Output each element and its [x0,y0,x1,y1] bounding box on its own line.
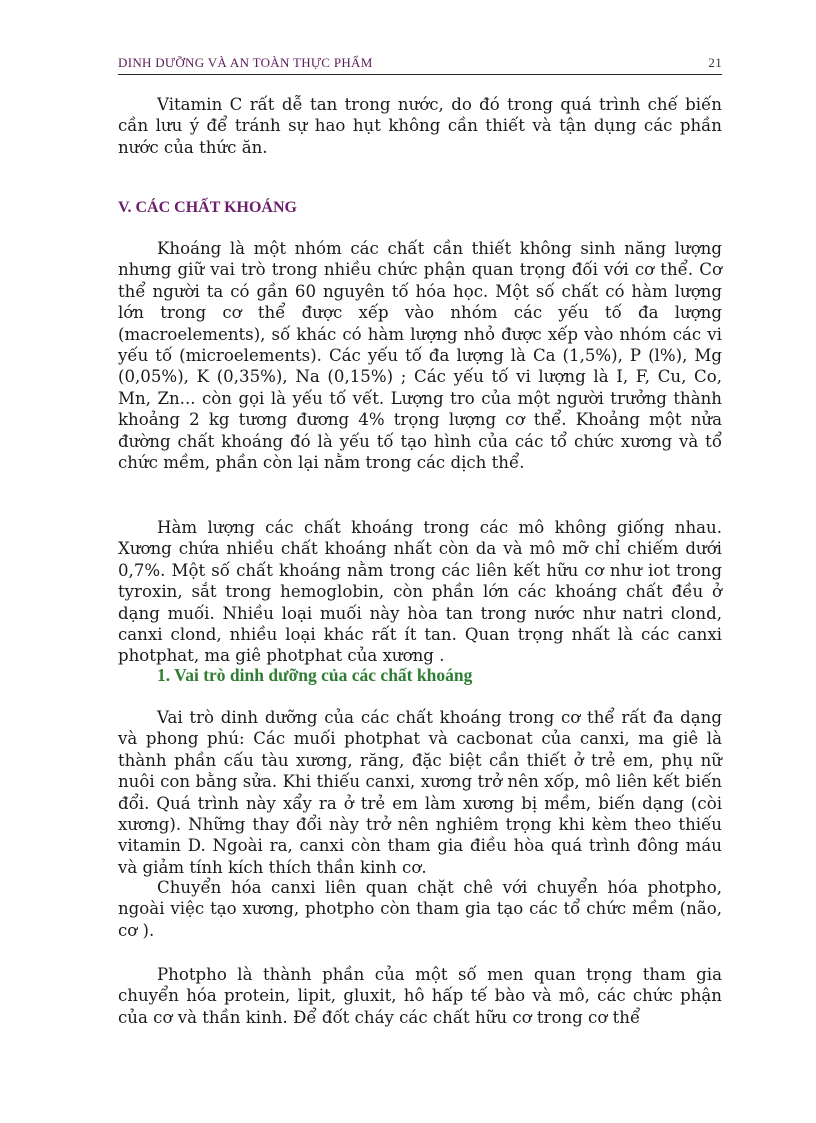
page-number: 21 [708,55,722,70]
paragraph-nutritional-role: Vai trò dinh dưỡng của các chất khoáng trong cơ thể rất đa dạng và phong phú: Các muối photphat và cacbonat của canxi, ma giê là thành phần cấu tàu xương, răng, đặc biệt cần thiết ở trẻ em, phụ nữ nuôi con bằng sửa. Khi thiếu canxi, xương trở nên xốp, mô liên kết biến đổi. Quá trình này xẩy ra ở trẻ em làm xương bị mềm, biến dạng (còi xương). Những thay đổi này trở nên nghiêm trọng khi kèm theo thiếu vitamin D. Ngoài ra, canxi còn tham gia điều hòa quá trình đông máu và giảm tính kích thích thần kinh cơ. [118,708,722,877]
running-header [118,55,722,75]
subsection-heading: 1. Vai trò dinh dưỡng của các chất khoáng [157,665,473,685]
paragraph-mineral-content: Hàm lượng các chất khoáng trong các mô không giống nhau. Xương chứa nhiều chất khoáng nhất còn da và mô mỡ chỉ chiếm dưới 0,7%. Một số chất khoáng nằm trong các liên kết hữu cơ như iot trong tyroxin, sắt trong hemoglobin, còn phần lớn các khoáng chất đều ở dạng muối. Nhiều loại muối này hòa tan trong nước như natri clond, canxi clond, nhiều loại khác rất ít tan. Quan trọng nhất là các canxi photphat, ma giê photphat của xương . [118,518,722,666]
header-divider [118,74,722,75]
section-heading: V. CÁC CHẤT KHOÁNG [118,199,297,216]
paragraph-minerals-intro: Khoáng là một nhóm các chất cần thiết không sinh năng lượng nhưng giữ vai trò trong nhiều chức phận quan trọng đối với cơ thể. Cơ thể người ta có gần 60 nguyên tố hóa học. Một số chất có hàm lượng lớn trong cơ thể được xếp vào nhóm các yếu tố đa lượng (macroelements), số khác có hàm lượng nhỏ được xếp vào nhóm các vi yếu tố (microelements). Các yếu tố đa lượng là Ca (1,5%), P (l%), Mg (0,05%), K (0,35%), Na (0,15%) ; Các yếu tố vi lượng là I, F, Cu, Co, Mn, Zn... còn gọi là yếu tố vết. Lượng tro của một người trưởng thành khoảng 2 kg tương đương 4% trọng lượng cơ thể. Khoảng một nửa đường chất khoáng đó là yếu tố tạo hình của các tổ chức xương và tổ chức mềm, phần còn lại nằm trong các dịch thể. [118,239,722,473]
paragraph-vitamin-c: Vitamin C rất dễ tan trong nước, do đó trong quá trình chế biến cần lưu ý để tránh sự hao hụt không cần thiết và tận dụng các phần nước của thức ăn. [118,95,722,157]
book-title: DINH DƯỠNG VÀ AN TOÀN THỰC PHẨM [118,55,373,70]
paragraph-phosphorus: Photpho là thành phần của một số men quan trọng tham gia chuyển hóa protein, lipit, gluxit, hô hấp tế bào và mô, các chức phận của cơ và thần kinh. Để đốt cháy các chất hữu cơ trong cơ thể [118,965,722,1027]
paragraph-calcium-metabolism: Chuyển hóa canxi liên quan chặt chê với chuyển hóa photpho, ngoài việc tạo xương, photpho còn tham gia tạo các tổ chức mềm (não, cơ ). [118,878,722,940]
